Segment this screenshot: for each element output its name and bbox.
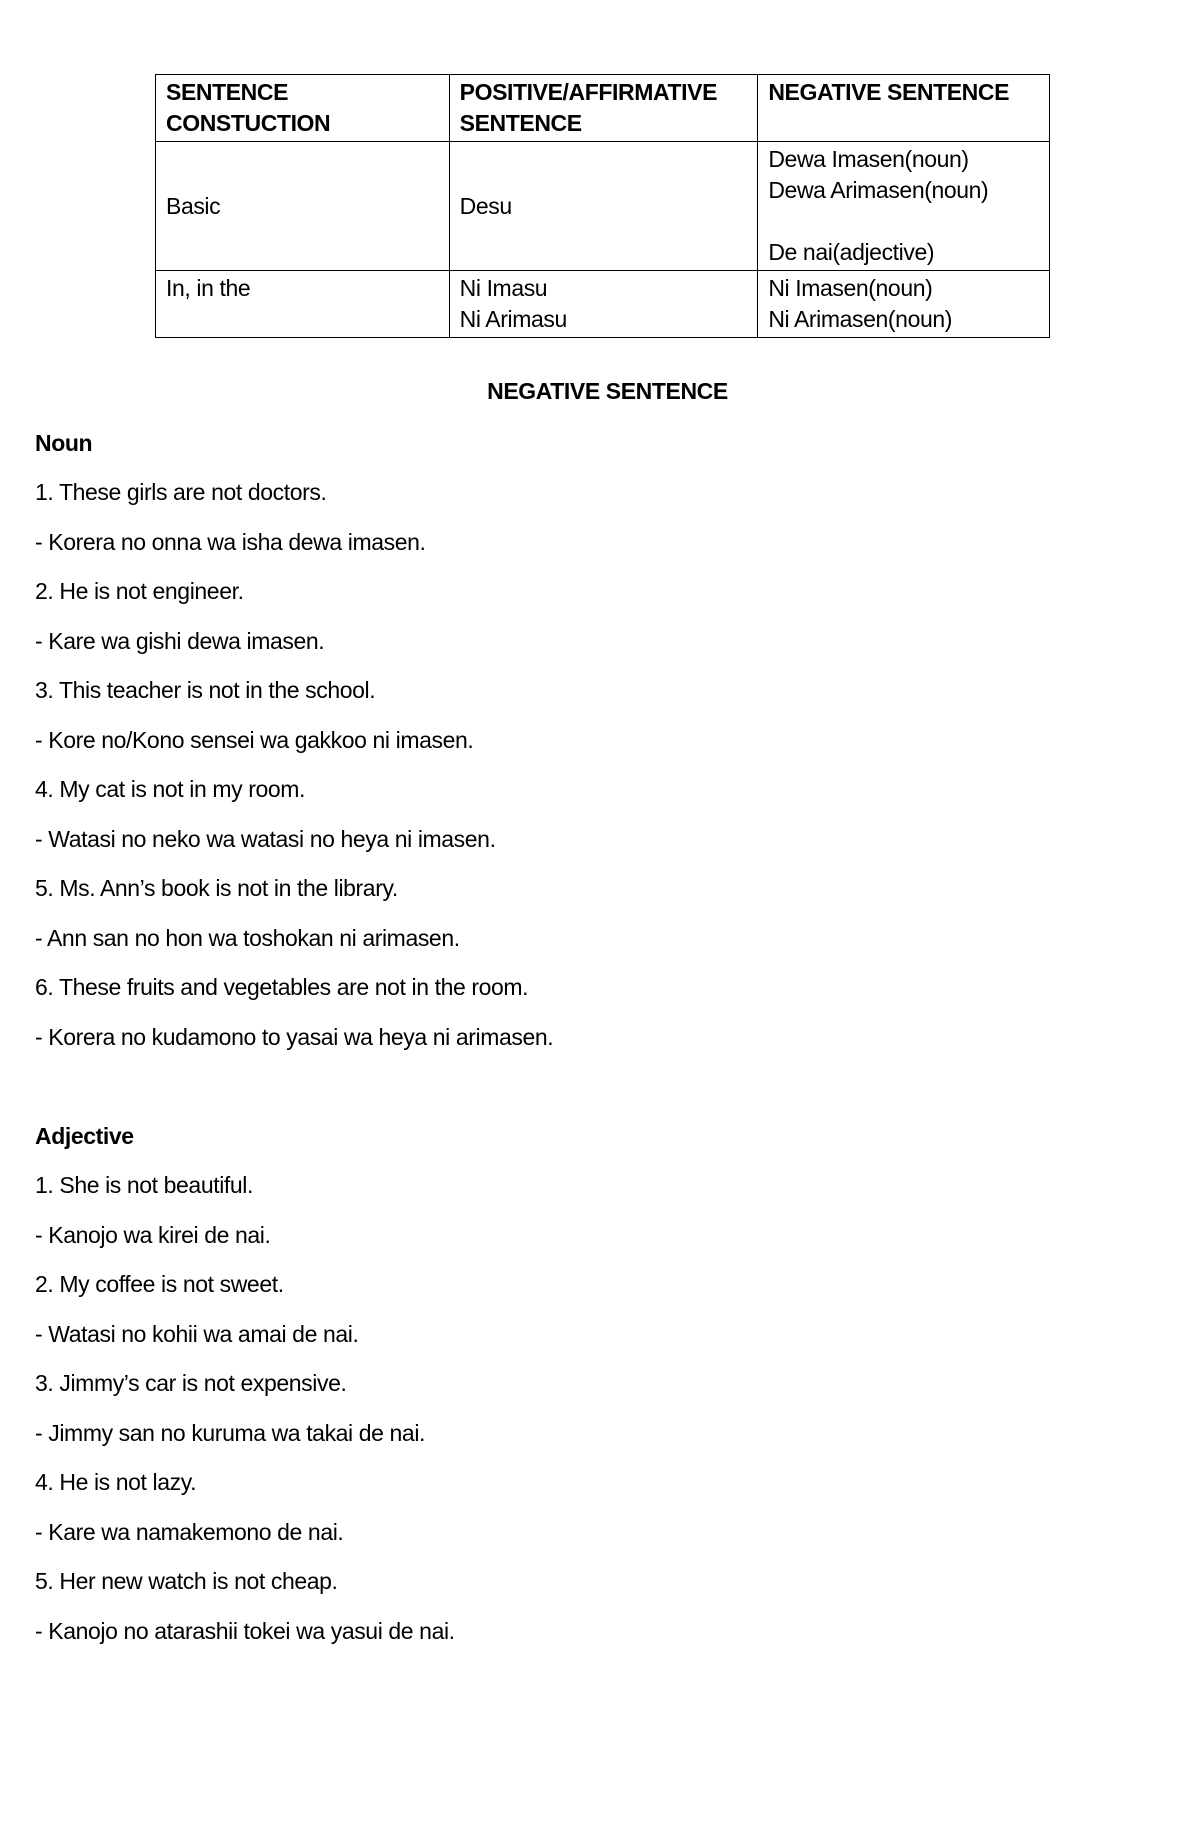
header-line: NEGATIVE SENTENCE xyxy=(768,79,1010,105)
list-item: 5. Ms. Ann’s book is not in the library. xyxy=(35,875,398,901)
section-heading: NEGATIVE SENTENCE xyxy=(487,378,728,404)
list-item: - Korera no kudamono to yasai wa heya ni arimasen. xyxy=(35,1023,554,1050)
cell-positive xyxy=(449,271,758,338)
list-item: 3. This teacher is not in the school. xyxy=(35,677,376,703)
list-item: 4. He is not lazy. xyxy=(35,1469,197,1495)
header-construction xyxy=(156,75,450,142)
list-item: - Watasi no kohii wa amai de nai. xyxy=(35,1320,359,1347)
adjective-section xyxy=(35,1121,1135,1665)
list-item: 2. My coffee is not sweet. xyxy=(35,1271,284,1297)
cell-text: Dewa Imasen(noun) xyxy=(768,146,969,172)
cell-text: Ni Arimasu xyxy=(459,306,567,332)
list-item: 1. These girls are not doctors. xyxy=(35,479,327,505)
header-line: SENTENCE xyxy=(166,79,289,105)
list-item: 1. She is not beautiful. xyxy=(35,1172,253,1198)
list-item: - Kore no/Kono sensei wa gakkoo ni imasen. xyxy=(35,726,474,753)
cell-text: Basic xyxy=(166,192,221,219)
cell-construction xyxy=(156,142,450,271)
cell-negative xyxy=(758,142,1050,271)
list-item: - Korera no onna wa isha dewa imasen. xyxy=(35,528,426,555)
list-item: 3. Jimmy’s car is not expensive. xyxy=(35,1370,347,1396)
list-item: 4. My cat is not in my room. xyxy=(35,776,305,802)
cell-construction xyxy=(156,271,450,338)
list-item: - Kanojo no atarashii tokei wa yasui de nai. xyxy=(35,1617,455,1644)
table-row xyxy=(156,271,1050,338)
table-header-row xyxy=(156,75,1050,142)
list-item: - Kanojo wa kirei de nai. xyxy=(35,1221,271,1248)
cell-text: In, in the xyxy=(166,275,251,301)
noun-section xyxy=(35,428,1135,1071)
list-item: - Jimmy san no kuruma wa takai de nai. xyxy=(35,1419,426,1446)
cell-text xyxy=(768,206,1039,237)
list-item: 5. Her new watch is not cheap. xyxy=(35,1568,338,1594)
cell-text: Dewa Arimasen(noun) xyxy=(768,177,989,203)
cell-text: De nai(adjective) xyxy=(768,239,935,265)
list-item: 6. These fruits and vegetables are not in the room. xyxy=(35,974,529,1000)
table-row xyxy=(156,142,1050,271)
cell-negative xyxy=(758,271,1050,338)
header-positive xyxy=(449,75,758,142)
header-line: CONSTUCTION xyxy=(166,110,331,136)
grammar-table xyxy=(155,74,1050,338)
cell-positive xyxy=(449,142,758,271)
adjective-title: Adjective xyxy=(35,1123,134,1149)
noun-title: Noun xyxy=(35,430,93,456)
list-item: - Ann san no hon wa toshokan ni arimasen. xyxy=(35,924,460,951)
cell-text: Desu xyxy=(459,192,512,219)
list-item: 2. He is not engineer. xyxy=(35,578,244,604)
header-negative xyxy=(758,75,1050,142)
cell-text: Ni Imasu xyxy=(459,275,548,301)
list-item: - Watasi no neko wa watasi no heya ni imasen. xyxy=(35,825,496,852)
cell-text: Ni Arimasen(noun) xyxy=(768,306,953,332)
list-item: - Kare wa namakemono de nai. xyxy=(35,1518,344,1545)
list-item: - Kare wa gishi dewa imasen. xyxy=(35,627,325,654)
header-line: SENTENCE xyxy=(459,110,582,136)
cell-text: Ni Imasen(noun) xyxy=(768,275,933,301)
header-line: POSITIVE/AFFIRMATIVE xyxy=(459,79,718,105)
